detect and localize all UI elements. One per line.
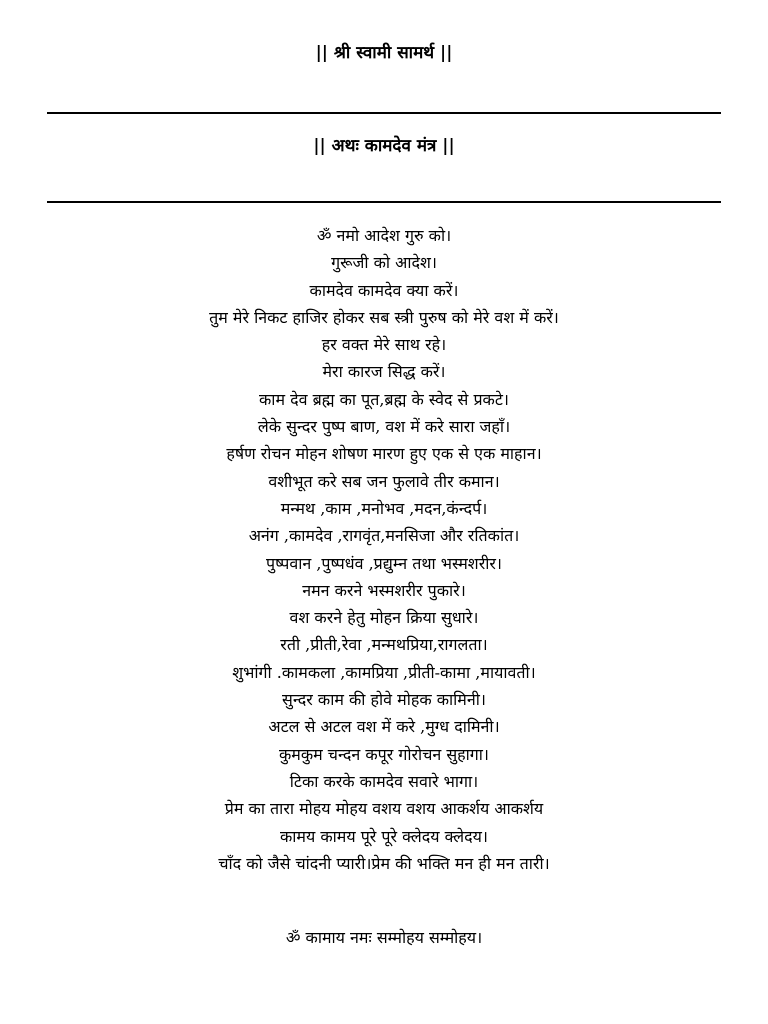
mantra-line: ॐ नमो आदेश गुरु को। xyxy=(316,226,452,245)
mantra-line: सुन्दर काम की होवे मोहक कामिनी। xyxy=(282,690,486,710)
mantra-line: हर वक्त मेरे साथ रहे। xyxy=(321,335,447,355)
mantra-line: कामय कामय पूरे पूरे क्लेदय क्लेदय। xyxy=(279,826,488,846)
mantra-line: शुभांगी .कामकला ,कामप्रिया ,प्रीती-कामा ,मायावती। xyxy=(232,662,536,682)
mantra-line: हर्षण रोचन मोहन शोषण मारण हुए एक से एक माहान। xyxy=(226,444,542,464)
mantra-line: चाँद को जैसे चांदनी प्यारी।प्रेम की भक्ति मन ही मन तारी। xyxy=(218,853,550,873)
mantra-line: कुमकुम चन्दन कपूर गोरोचन सुहागा। xyxy=(278,744,489,764)
mantra-line: पुष्पवान ,पुष्पधंव ,प्रद्युम्न तथा भस्मशरीर। xyxy=(266,553,502,573)
mantra-line: तुम मेरे निकट हाजिर होकर सब स्त्री पुरुष को मेरे वश में करें। xyxy=(209,307,559,327)
mantra-heading: || अथः कामदेव मंत्र || xyxy=(313,136,455,156)
mantra-line: मेरा कारज सिद्ध करें। xyxy=(322,362,446,382)
mantra-line: मन्मथ ,काम ,मनोभव ,मदन,कंन्दर्प। xyxy=(280,498,488,518)
closing-mantra: ॐ कामाय नमः सम्मोहय सम्मोहय। xyxy=(285,928,483,947)
divider-top xyxy=(47,112,721,114)
mantra-line: अनंग ,कामदेव ,रागवृंत,मनसिजा और रतिकांत। xyxy=(248,526,520,546)
mantra-line: प्रेम का तारा मोहय मोहय वशय वशय आकर्शय आकर्शय xyxy=(224,799,544,819)
mantra-line: कामदेव कामदेव क्या करें। xyxy=(309,280,459,300)
page-title: || श्री स्वामी सामर्थ || xyxy=(315,43,453,63)
mantra-line: टिका करके कामदेव सवारे भागा। xyxy=(289,771,479,791)
mantra-line: लेके सुन्दर पुष्प बाण, वश में करे सारा जहाँ। xyxy=(257,417,511,437)
mantra-line: वश करने हेतु मोहन क्रिया सुधारे। xyxy=(289,608,479,628)
divider-bottom xyxy=(47,201,721,203)
mantra-text xyxy=(0,222,768,877)
mantra-line: वशीभूत करे सब जन फुलावे तीर कमान। xyxy=(268,471,500,491)
mantra-line: गुरूजी को आदेश। xyxy=(331,253,437,273)
mantra-line: अटल से अटल वश में करे ,मुग्ध दामिनी। xyxy=(268,717,500,737)
mantra-line: नमन करने भस्मशरीर पुकारे। xyxy=(302,580,466,600)
mantra-line: काम देव ब्रह्म का पूत,ब्रह्म के स्वेद से प्रकटे। xyxy=(259,389,509,409)
mantra-line: रती ,प्रीती,रेवा ,मन्मथप्रिया,रागलता। xyxy=(280,635,488,655)
